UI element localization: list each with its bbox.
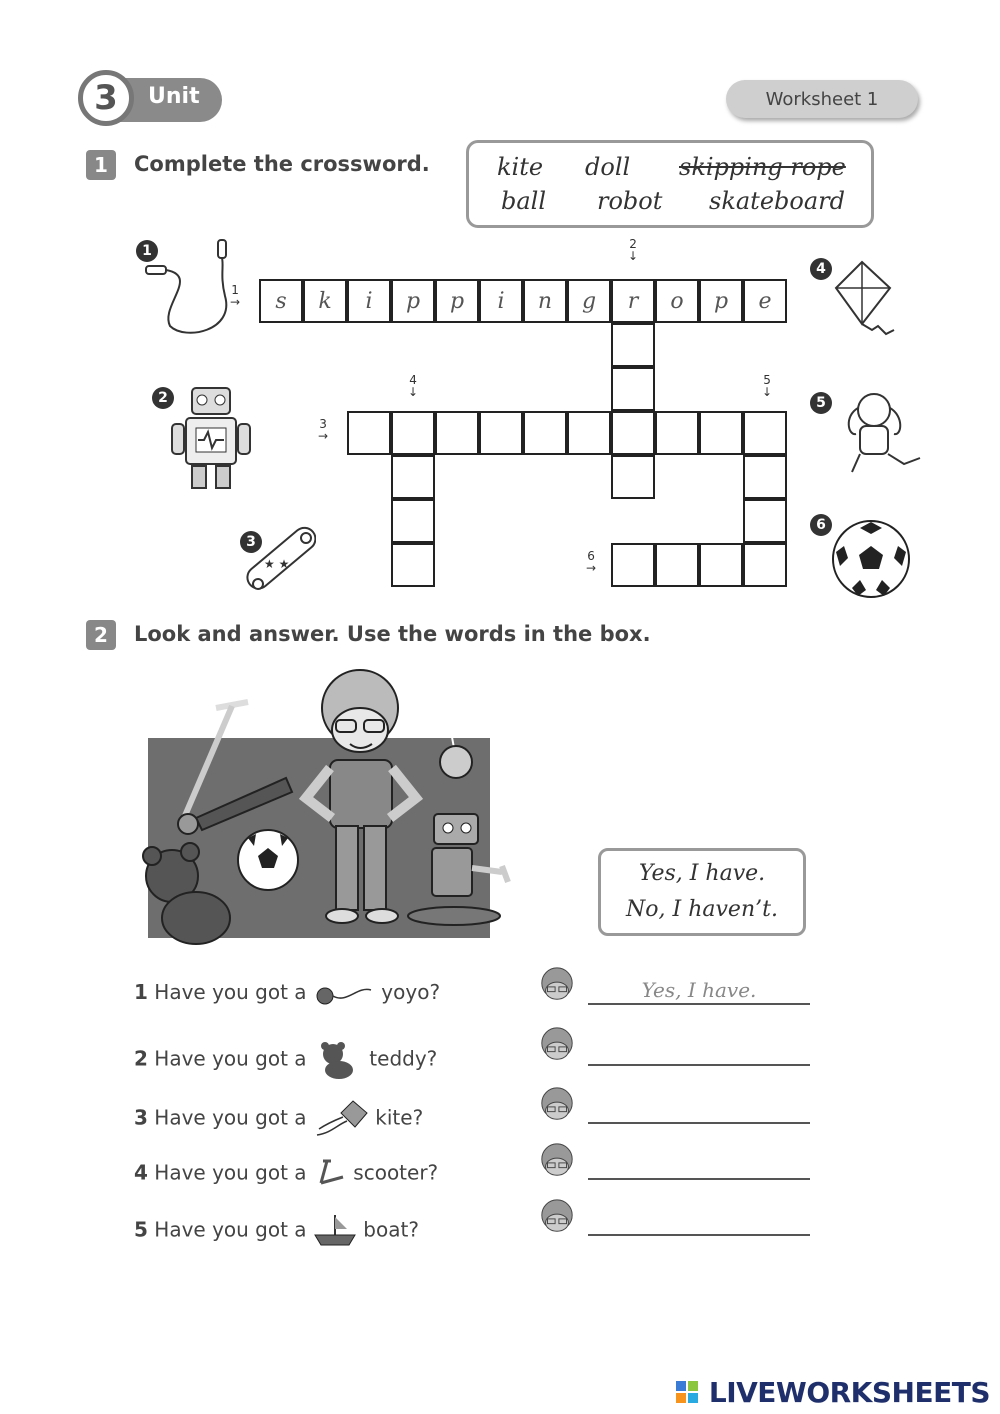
crossword-cell[interactable]: k xyxy=(303,279,347,323)
crossword-cell[interactable] xyxy=(611,367,655,411)
clue-marker-2: 2 ↓ xyxy=(628,237,639,263)
clue-marker-3: 3 → xyxy=(318,417,329,443)
word-kite: kite xyxy=(497,153,544,181)
exercise-2-title: Look and answer. Use the words in the box. xyxy=(134,622,651,646)
question-row: 5 Have you got a boat? xyxy=(134,1213,419,1249)
answer-line-1 xyxy=(588,1003,810,1005)
crossword-cell[interactable] xyxy=(391,455,435,499)
word-skateboard: skateboard xyxy=(709,187,845,215)
kite-icon xyxy=(832,258,898,342)
exercise-1-title: Complete the crossword. xyxy=(134,152,430,176)
answer-line-4 xyxy=(588,1178,810,1180)
word-skipping-rope: skipping rope xyxy=(679,153,846,181)
picture-number-5: 5 xyxy=(810,392,832,414)
crossword-cell[interactable] xyxy=(479,411,523,455)
clue-marker-6: 6 → xyxy=(586,549,597,575)
crossword-cell[interactable]: e xyxy=(743,279,787,323)
picture-number-4: 4 xyxy=(810,258,832,280)
question-row: 3 Have you got a kite? xyxy=(134,1099,423,1139)
crossword-cell[interactable]: g xyxy=(567,279,611,323)
crossword-cell[interactable]: o xyxy=(655,279,699,323)
boy-head-icon xyxy=(538,966,576,1004)
answer-field-1[interactable]: Yes, I have. xyxy=(641,978,757,1002)
crossword-cell[interactable]: i xyxy=(479,279,523,323)
word-ball: ball xyxy=(501,187,547,215)
teddy-icon xyxy=(313,1040,363,1080)
boy-head-icon xyxy=(538,1026,576,1064)
answer-option-no: No, I haven’t. xyxy=(626,897,778,922)
answer-option-yes: Yes, I have. xyxy=(638,861,766,886)
question-row: 4 Have you got a scooter? xyxy=(134,1157,438,1191)
crossword-cell[interactable] xyxy=(743,499,787,543)
crossword-cell[interactable] xyxy=(743,543,787,587)
crossword-cell[interactable]: p xyxy=(699,279,743,323)
liveworksheets-logo-icon xyxy=(676,1381,700,1405)
crossword-cell[interactable] xyxy=(523,411,567,455)
answer-word-box xyxy=(598,848,806,936)
crossword-cell[interactable] xyxy=(567,411,611,455)
crossword-cell[interactable] xyxy=(655,543,699,587)
crossword-cell[interactable] xyxy=(655,411,699,455)
answer-line-3 xyxy=(588,1122,810,1124)
crossword-cell[interactable] xyxy=(391,543,435,587)
crossword-cell[interactable] xyxy=(391,411,435,455)
picture-number-1: 1 xyxy=(136,240,158,262)
skipping-rope-icon xyxy=(140,236,250,346)
picture-number-2: 2 xyxy=(152,387,174,409)
crossword-cell[interactable]: r xyxy=(611,279,655,323)
exercise-1-number: 1 xyxy=(86,150,116,180)
boy-head-icon xyxy=(538,1086,576,1124)
crossword-cell[interactable] xyxy=(611,455,655,499)
svg-text:★ ★: ★ ★ xyxy=(264,557,290,571)
question-row: 2 Have you got a teddy? xyxy=(134,1040,437,1080)
crossword-cell[interactable]: p xyxy=(391,279,435,323)
clue-marker-4: 4 ↓ xyxy=(408,373,419,399)
word-doll: doll xyxy=(585,153,631,181)
crossword-cell[interactable] xyxy=(611,323,655,367)
clue-marker-5: 5 ↓ xyxy=(762,373,773,399)
word-robot: robot xyxy=(597,187,663,215)
crossword-cell[interactable] xyxy=(611,411,655,455)
worksheet-label: Worksheet 1 xyxy=(726,80,918,118)
crossword-cell[interactable] xyxy=(699,411,743,455)
kite-small-icon xyxy=(313,1099,369,1139)
crossword-cell[interactable] xyxy=(435,411,479,455)
crossword-cell[interactable]: n xyxy=(523,279,567,323)
crossword-cell[interactable] xyxy=(391,499,435,543)
answer-line-5 xyxy=(588,1234,810,1236)
answer-line-2 xyxy=(588,1064,810,1066)
clue-marker-1: 1 → xyxy=(230,283,241,309)
word-box xyxy=(466,140,874,228)
unit-number: 3 xyxy=(78,70,134,126)
crossword-cell[interactable]: s xyxy=(259,279,303,323)
skateboard-icon xyxy=(244,520,316,594)
crossword-cell[interactable] xyxy=(743,411,787,455)
unit-label: Unit xyxy=(148,84,200,109)
crossword-cell[interactable] xyxy=(347,411,391,455)
crossword-cell[interactable]: i xyxy=(347,279,391,323)
liveworksheets-logo: LIVEWORKSHEETS xyxy=(676,1376,990,1409)
question-row: 1 Have you got a yoyo? xyxy=(134,980,441,1004)
football-icon xyxy=(830,518,912,600)
picture-number-6: 6 xyxy=(810,514,832,536)
doll-icon xyxy=(844,386,924,478)
robot-icon xyxy=(168,384,254,494)
crossword-cell[interactable] xyxy=(699,543,743,587)
boy-with-toys-illustration xyxy=(136,668,516,958)
boy-head-icon xyxy=(538,1142,576,1180)
yoyo-icon xyxy=(313,982,375,1006)
crossword-cell[interactable]: p xyxy=(435,279,479,323)
crossword-cell[interactable] xyxy=(611,543,655,587)
picture-number-3: 3 xyxy=(240,531,262,553)
scooter-icon xyxy=(313,1157,347,1191)
boy-head-icon xyxy=(538,1198,576,1236)
crossword-cell[interactable] xyxy=(743,455,787,499)
exercise-2-number: 2 xyxy=(86,620,116,650)
boat-icon xyxy=(313,1213,357,1249)
